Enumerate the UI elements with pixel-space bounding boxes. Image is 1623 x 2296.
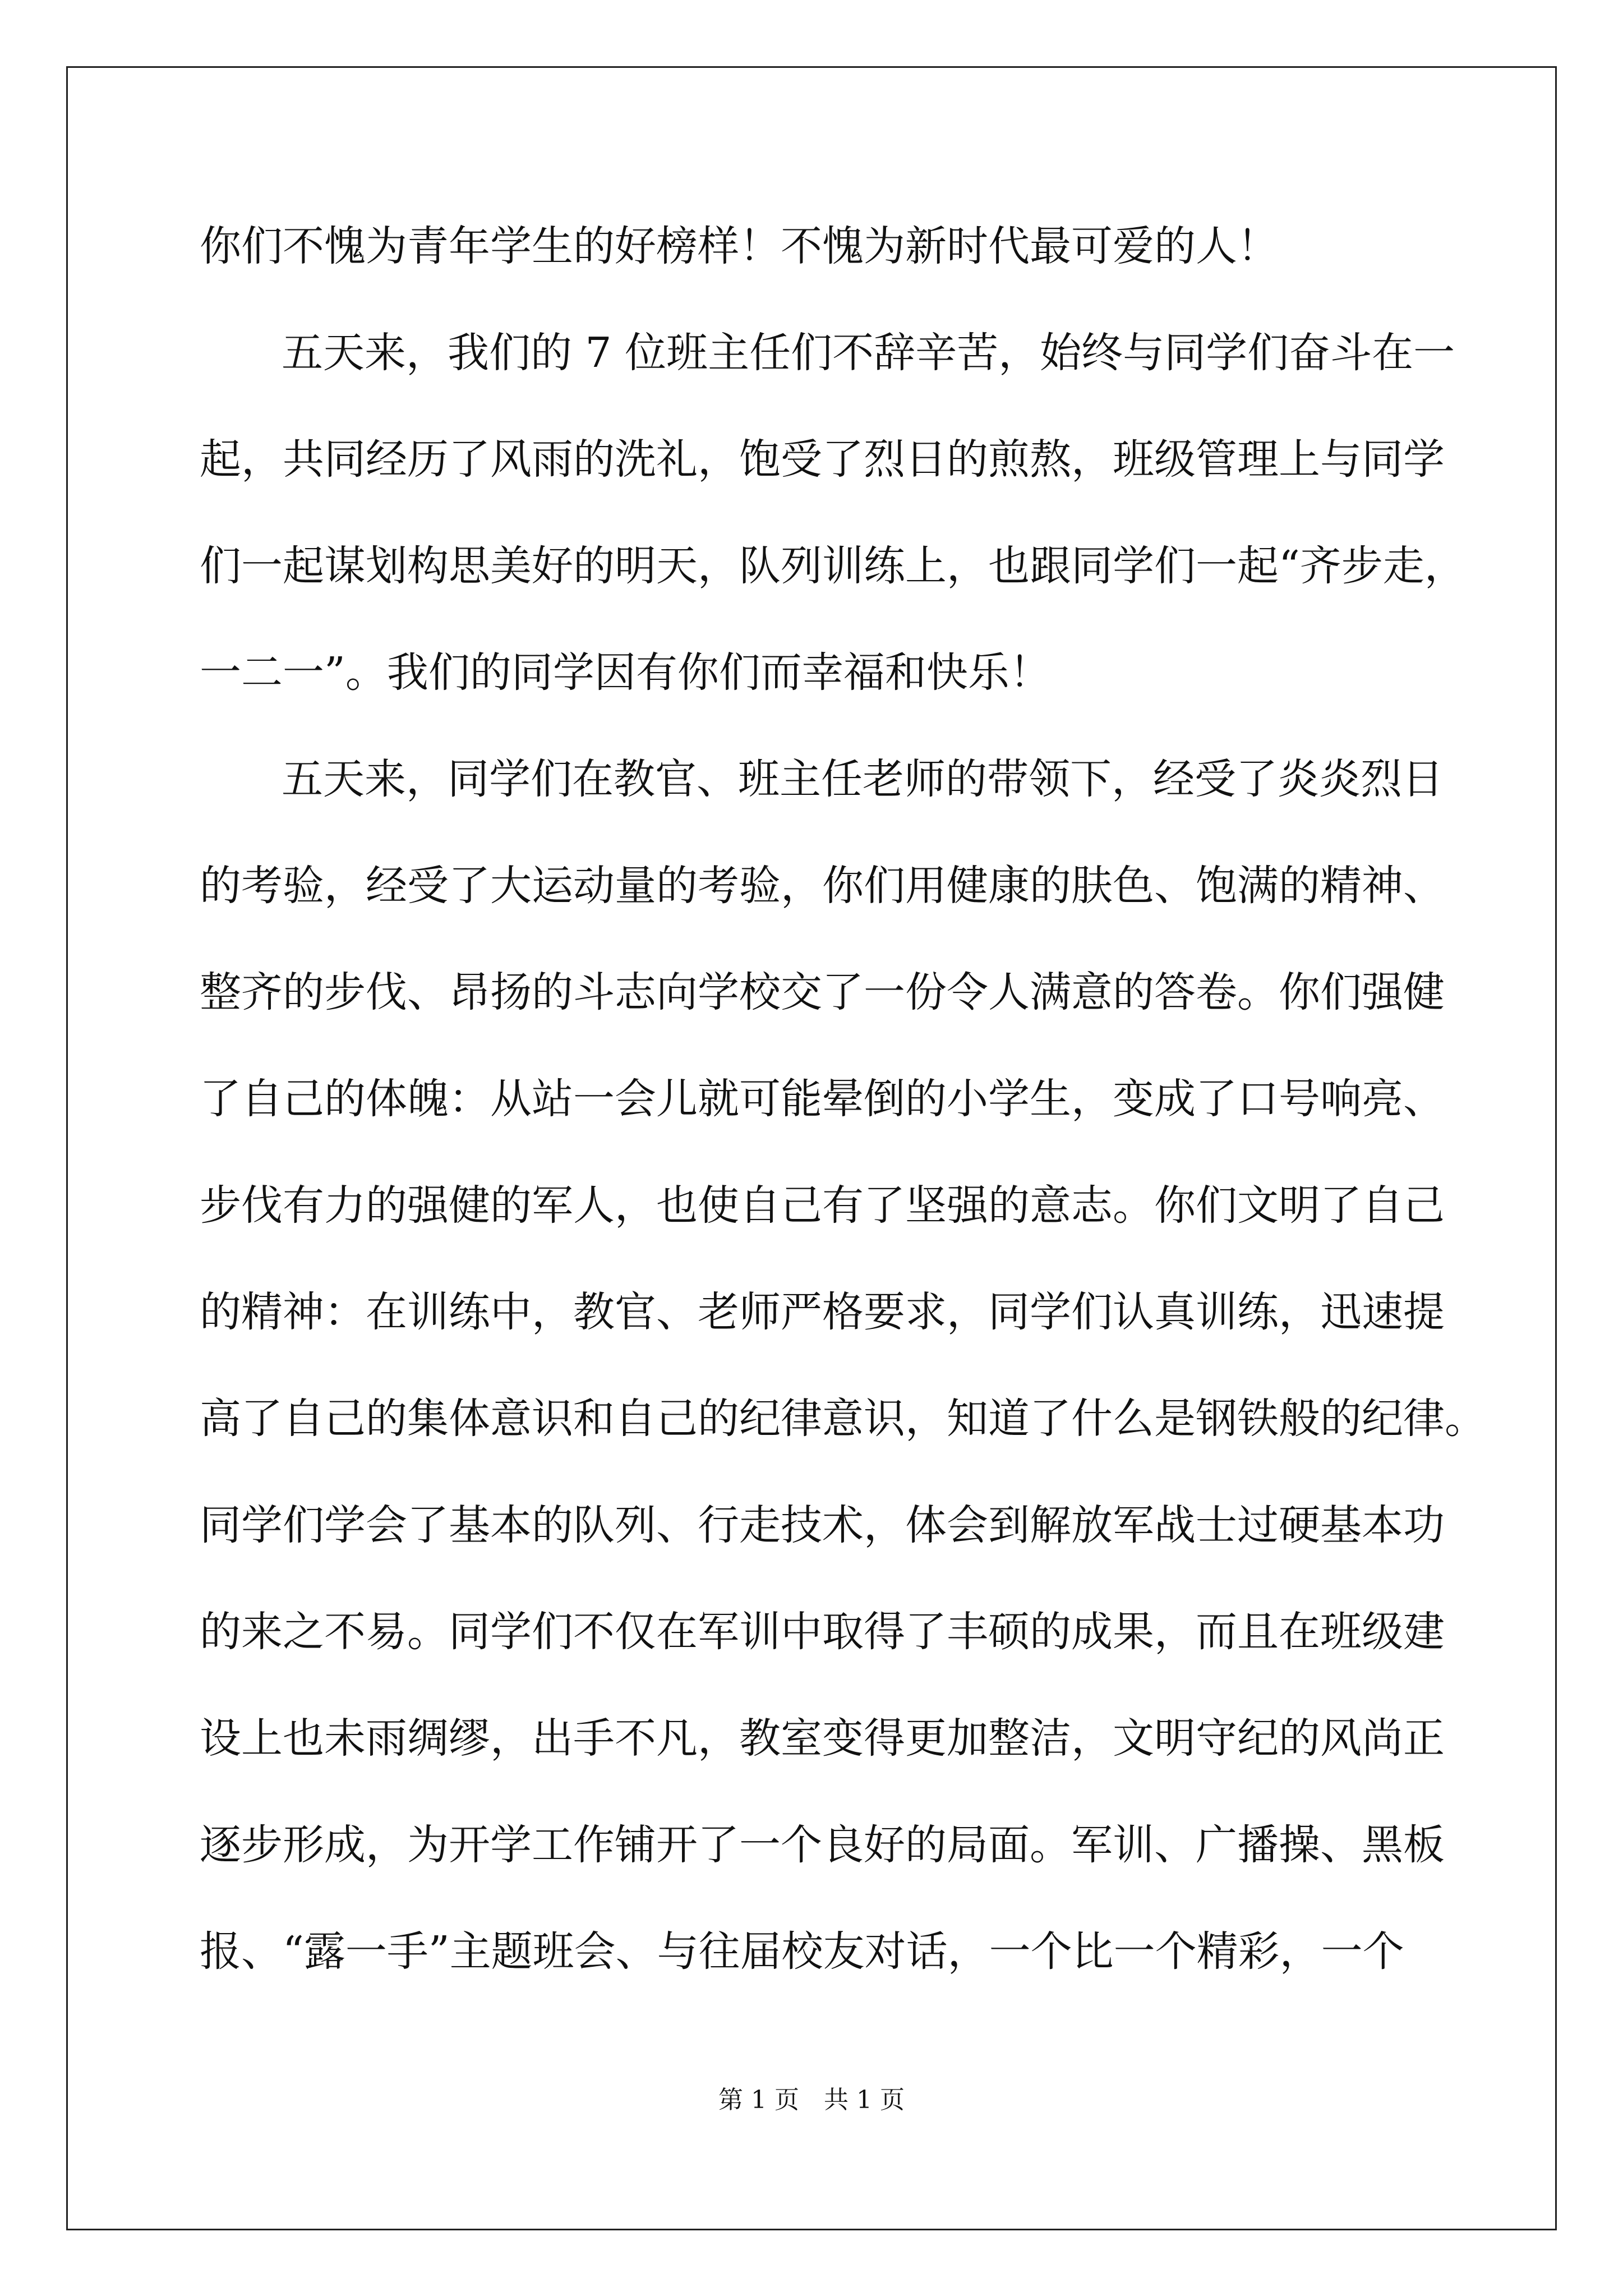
body-text-line: 的来之不易。同学们不仅在军训中取得了丰硕的成果，而且在班级建 (200, 1608, 1445, 1656)
page-frame (66, 66, 1557, 2230)
body-text-line: 高了自己的集体意识和自己的纪律意识，知道了什么是钢铁般的纪律。 (200, 1395, 1486, 1443)
body-text-line: 整齐的步伐、昂扬的斗志向学校交了一份令人满意的答卷。你们强健 (200, 968, 1445, 1016)
body-text-line: 设上也未雨绸缪，出手不凡，教室变得更加整洁，文明守纪的风尚正 (200, 1714, 1445, 1763)
body-text-line: 五天来，我们的 7 位班主任们不辞辛苦，始终与同学们奋斗在一 (282, 329, 1455, 377)
body-text-line: 起，共同经历了风雨的洗礼，饱受了烈日的煎熬，班级管理上与同学 (200, 435, 1445, 484)
body-text-line: 你们不愧为青年学生的好榜样！不愧为新时代最可爱的人！ (200, 222, 1279, 270)
body-text-line: 逐步形成，为开学工作铺开了一个良好的局面。军训、广播操、黑板 (200, 1821, 1445, 1869)
body-text-line: 报、“露一手”主题班会、与往届校友对话，一个比一个精彩，一个 (200, 1927, 1404, 1976)
body-text-line: 同学们学会了基本的队列、行走技术，体会到解放军战士过硬基本功 (200, 1501, 1445, 1549)
page-footer: 第 1 页 共 1 页 (718, 2086, 905, 2114)
body-text-line: 们一起谋划构思美好的明天，队列训练上，也跟同学们一起“齐步走， (200, 542, 1466, 590)
body-text-line: 了自己的体魄：从站一会儿就可能晕倒的小学生，变成了口号响亮、 (200, 1075, 1445, 1123)
body-text-line: 一二一”。我们的同学因有你们而幸福和快乐！ (200, 648, 1051, 697)
body-text-line: 的考验，经受了大运动量的考验，你们用健康的肤色、饱满的精神、 (200, 862, 1445, 910)
body-text-line: 的精神：在训练中，教官、老师严格要求，同学们认真训练，迅速提 (200, 1288, 1445, 1336)
body-text-line: 步伐有力的强健的军人，也使自己有了坚强的意志。你们文明了自己 (200, 1181, 1445, 1230)
body-text-line: 五天来，同学们在教官、班主任老师的带领下，经受了炎炎烈日 (282, 755, 1444, 803)
